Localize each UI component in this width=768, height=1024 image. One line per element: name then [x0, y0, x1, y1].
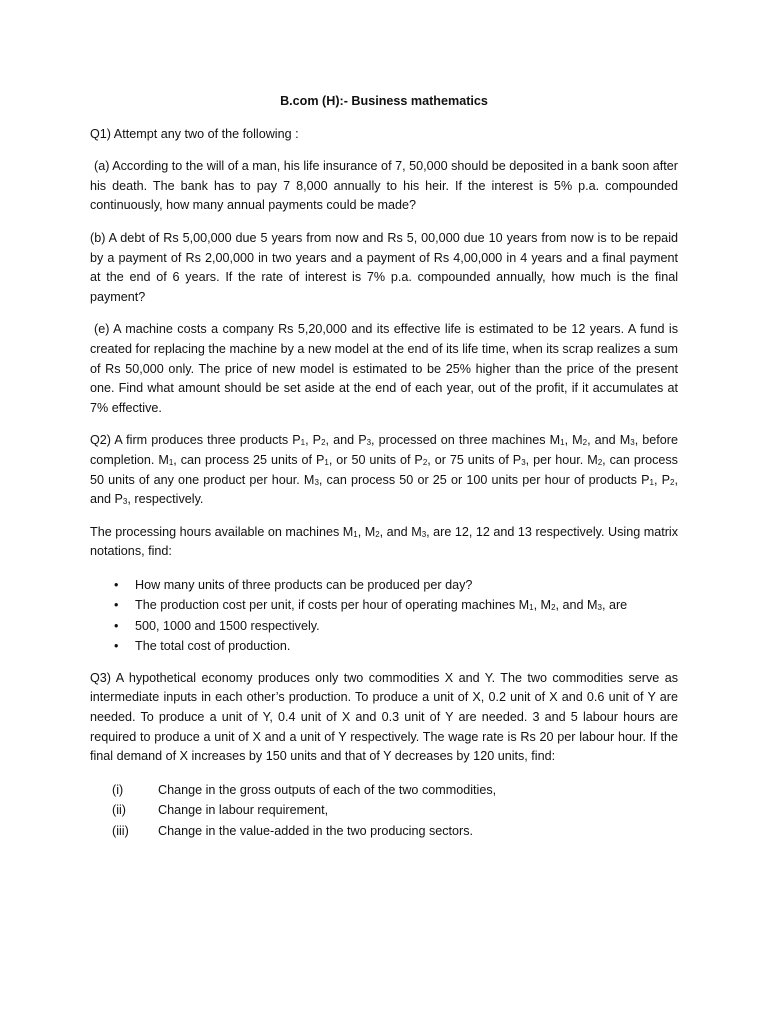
list-item-text: Change in the gross outputs of each of the two commodities, — [158, 782, 497, 797]
list-item-number: (ii) — [112, 803, 126, 818]
q3-question: Q3) A hypothetical economy produces only two commodities X and Y. The two commodities serve as intermediate inputs in each other’s production. To produce a unit of X, 0.2 unit of X and 0.6 unit of Y are needed. To produce a unit of Y, 0.4 unit of X and 0.3 unit of Y are needed. 3 and 5 labour hours are required to produce a unit of X and a unit of Y respectively. The wage rate is Rs 20 per labour hour. If the final demand of X increases by 150 units and that of Y decreases by 120 units, find: — [90, 670, 678, 764]
list-item: • The production cost per unit, if costs per hour of operating machines $M_1$, $M_2$, and $M_3$, are — [90, 595, 678, 616]
q1-part-e: (e) A machine costs a company Rs 5,20,000 and its effective life is estimated to be 12 years. A fund is created for replacing the machine by a new model at the end of its life time, when its scrap realizes a sum of Rs 50,000 only. The price of new model is estimated to be 25% higher than the price of the present one. Find what amount should be set aside at the end of each year, out of the profit, if it accumulates at 7% effective. — [90, 322, 678, 415]
bullet-icon: • — [114, 577, 119, 592]
document-body — [90, 92, 678, 841]
list-item-number: (iii) — [112, 823, 129, 838]
list-item-text: Change in labour requirement, — [158, 803, 329, 818]
bullet-icon: • — [114, 618, 119, 633]
q2-processing-hours: The processing hours available on machines $M_1$, $M_2$, and $M_3$, are 12, 12 and 13 respectively. Using matrix notations, find: — [90, 524, 678, 559]
q1-part-a: (a) According to the will of a man, his life insurance of 7, 50,000 should be deposited in a bank soon after his death. The bank has to pay 7 8,000 annually to his heir. If the interest is 5% p.a. compounded continuously, how many annual payments could be made? — [90, 159, 678, 213]
document-title: B.com (H):- Business mathematics — [280, 94, 488, 108]
q1-intro: Q1) Attempt any two of the following : — [90, 126, 299, 141]
bullet-icon: • — [114, 598, 119, 613]
list-item: • The total cost of production. — [90, 636, 678, 657]
list-item — [90, 780, 678, 801]
q2-question: Q2) A firm produces three products $P_1$, $P_2$, and $P_3$, processed on three machines $M_1$, $M_2$, and $M_3$, before completion. $M_1$, can process 25 units of $P_1$, or 50 units of $P_2$, or 75 units of $P_3$, per hour. $M_2$, can process 50 units of any one product per hour. $M_3$, can process 50 or 25 or 100 units per hour of products $P_1$, $P_2$, and $P_3$, respectively. — [90, 433, 678, 507]
list-item: • 500, 1000 and 1500 respectively. — [90, 616, 678, 637]
list-item: • How many units of three products can be produced per day? — [90, 575, 678, 596]
list-item-number: (i) — [112, 782, 124, 797]
q1-part-b: (b) A debt of Rs 5,00,000 due 5 years from now and Rs 5, 00,000 due 10 years from now is to be repaid by a payment of Rs 2,00,000 in two years and a payment of Rs 4,00,000 in 4 years and a final payment at the end of 6 years. If the rate of interest is 7% p.a. compounded annually, how much is the final payment? — [90, 230, 678, 304]
q3-roman-list — [90, 780, 678, 842]
bullet-icon: • — [114, 639, 119, 654]
q2-bullet-list — [90, 575, 678, 657]
list-item — [90, 800, 678, 821]
list-item-text: Change in the value-added in the two producing sectors. — [158, 823, 474, 838]
list-item — [90, 821, 678, 842]
